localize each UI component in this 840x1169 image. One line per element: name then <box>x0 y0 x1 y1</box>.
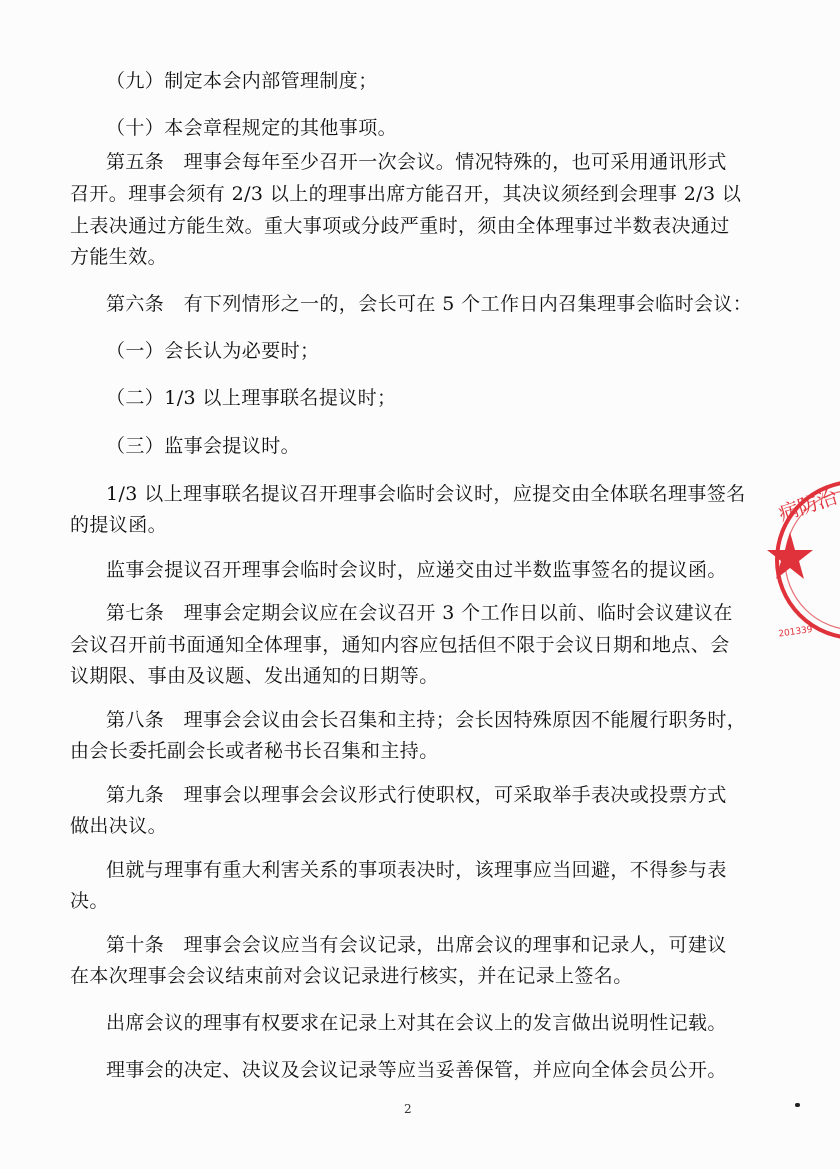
text-line: 的提议函。 <box>70 514 168 536</box>
star-icon <box>767 532 813 579</box>
page-number: 2 <box>404 1102 412 1116</box>
text-line: （九）制定本会内部管理制度； <box>106 70 378 92</box>
text-line: 议期限、事由及议题、发出通知的日期等。 <box>70 665 439 687</box>
text-line: 第九条 理事会以理事会会议形式行使职权，可采取举手表决或投票方式 <box>106 784 727 806</box>
text-line: （二）1/3 以上理事联名提议时； <box>106 387 397 409</box>
text-line: 会议召开前书面通知全体理事，通知内容应包括但不限于会议日期和地点、会 <box>70 634 730 656</box>
text-line: 第七条 理事会定期会议应在会议召开 3 个工作日以前、临时会议建议在 <box>106 602 733 624</box>
text-line: （一）会长认为必要时； <box>106 340 320 362</box>
text-line: （三）监事会提议时。 <box>106 435 301 457</box>
seal-code: 201339 <box>777 624 814 640</box>
scan-speck <box>795 1103 800 1107</box>
text-line: 第八条 理事会会议由会长召集和主持；会长因特殊原因不能履行职务时， <box>106 709 747 731</box>
text-line: 第五条 理事会每年至少召开一次会议。情况特殊的，也可采用通讯形式 <box>106 151 727 173</box>
official-seal-stamp <box>760 470 840 650</box>
text-line: 监事会提议召开理事会临时会议时，应递交由过半数监事签名的提议函。 <box>106 559 727 581</box>
text-line: 但就与理事有重大利害关系的事项表决时，该理事应当回避，不得参与表 <box>106 859 727 881</box>
text-line: 1/3 以上理事联名提议召开理事会临时会议时，应提交由全体联名理事签名 <box>106 483 746 505</box>
text-line: 做出决议。 <box>70 815 168 837</box>
text-line: 上表决通过方能生效。重大事项或分歧严重时，须由全体理事过半数表决通过 <box>70 215 730 237</box>
text-line: 决。 <box>70 890 109 912</box>
text-line: （十）本会章程规定的其他事项。 <box>106 117 398 139</box>
text-line: 第六条 有下列情形之一的，会长可在 5 个工作日内召集理事会临时会议： <box>106 293 753 315</box>
seal-text: 病防治 <box>775 484 840 526</box>
text-line: 在本次理事会会议结束前对会议记录进行核实，并在记录上签名。 <box>70 965 633 987</box>
text-line: 方能生效。 <box>70 246 168 268</box>
text-line: 召开。理事会须有 2/3 以上的理事出席方能召开，其决议须经到会理事 2/3 以 <box>70 183 742 205</box>
text-line: 理事会的决定、决议及会议记录等应当妥善保管，并应向全体会员公开。 <box>106 1059 727 1081</box>
text-line: 出席会议的理事有权要求在记录上对其在会议上的发言做出说明性记载。 <box>106 1012 727 1034</box>
text-line: 由会长委托副会长或者秘书长召集和主持。 <box>70 740 439 762</box>
text-line: 第十条 理事会会议应当有会议记录，出席会议的理事和记录人，可建议 <box>106 934 727 956</box>
